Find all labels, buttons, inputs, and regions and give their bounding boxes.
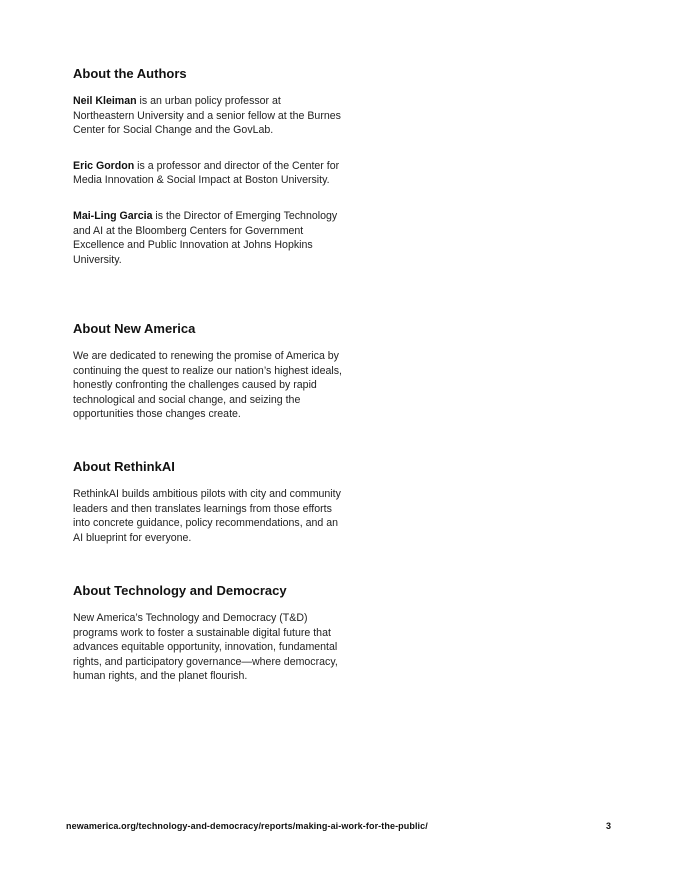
tech-democracy-section — [73, 583, 345, 684]
rethinkai-heading: About RethinkAI — [73, 459, 175, 474]
authors-section — [73, 66, 345, 267]
author-bio-kleiman — [73, 94, 345, 138]
footer-url-link[interactable]: newamerica.org/technology-and-democracy/reports/making-ai-work-for-the-public/ — [66, 821, 428, 831]
author-desc: is an urban policy professor at Northeastern University and a senior fellow at the Burnes Center for Social Change and the GovLab. — [73, 95, 341, 137]
new-america-section — [73, 321, 345, 422]
rethinkai-section — [73, 459, 345, 545]
author-bio-garcia — [73, 209, 345, 267]
tech-democracy-body: New America’s Technology and Democracy (T&D) programs work to foster a sustainable digital future that advances equitable opportunity, innovation, fundamental rights, and participatory governance—where democracy, human rights, and the planet flourish. — [73, 612, 338, 683]
tech-democracy-heading: About Technology and Democracy — [73, 583, 287, 598]
author-name: Neil Kleiman — [73, 95, 137, 107]
author-desc: is a professor and director of the Center for Media Innovation & Social Impact at Boston University. — [73, 159, 340, 187]
page-number: 3 — [606, 821, 612, 831]
authors-heading: About the Authors — [73, 66, 187, 81]
author-desc: is the Director of Emerging Technology and AI at the Bloomberg Centers for Government Excellence and Public Innovation at Johns Hopkins University. — [73, 209, 338, 266]
author-name: Mai-Ling Garcia — [73, 209, 153, 222]
author-name: Eric Gordon — [73, 159, 135, 172]
new-america-body: We are dedicated to renewing the promise of America by continuing the quest to realize our nation’s highest ideals, honestly confronting the challenges caused by rapid technological and social change, and seizing the opportunities those changes create. — [73, 350, 342, 421]
rethinkai-body: RethinkAI builds ambitious pilots with city and community leaders and then translates learnings from those efforts into concrete guidance, policy recommendations, and an AI blueprint for everyone. — [73, 488, 341, 544]
author-bio-gordon — [73, 159, 345, 188]
new-america-heading: About New America — [73, 321, 196, 336]
